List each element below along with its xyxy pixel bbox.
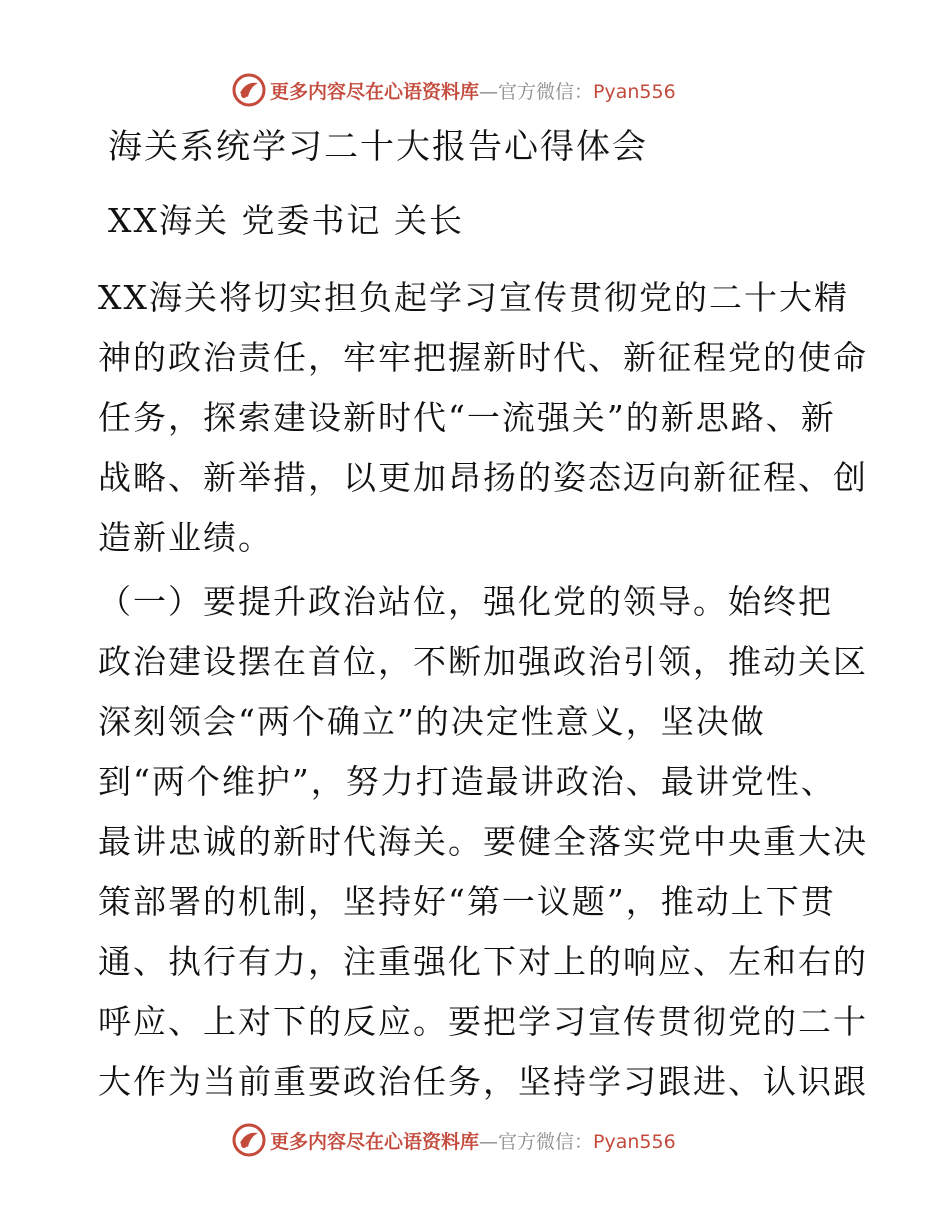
banner-main-text: 更多内容尽在心语资料库 [270, 1130, 480, 1153]
paragraph-line: 神的政治责任，牢牢把握新时代、新征程党的使命 [98, 338, 868, 377]
paragraph-line: XX海关将切实担负起学习宣传贯彻党的二十大精 [98, 278, 849, 317]
red-swirl-logo-icon [232, 1123, 266, 1157]
document-author: XX海关 党委书记 关长 [108, 201, 464, 240]
paragraph-line: 最讲忠诚的新时代海关。要健全落实党中央重大决 [98, 822, 868, 861]
paragraph-section-one [98, 572, 868, 1112]
banner-wechat-id: Pyan556 [593, 1130, 676, 1153]
document-title: 海关系统学习二十大报告心得体会 [108, 127, 648, 167]
paragraph-line: 到“两个维护”，努力打造最讲政治、最讲党性、 [98, 762, 836, 801]
paragraph-line: （一）要提升政治站位，强化党的领导。始终把 [98, 582, 833, 621]
paragraph-intro [98, 268, 868, 568]
paragraph-line: 大作为当前重要政治任务，坚持学习跟进、认识跟 [98, 1062, 868, 1101]
banner-text [270, 1127, 676, 1154]
paragraph-line: 深刻领会“两个确立”的决定性意义，坚决做 [98, 702, 766, 741]
banner-wechat-id: Pyan556 [593, 80, 676, 103]
paragraph-line: 呼应、上对下的反应。要把学习宣传贯彻党的二十 [98, 1002, 868, 1041]
banner-separator: — [479, 80, 499, 103]
paragraph-line: 政治建设摆在首位，不断加强政治引领，推动关区 [98, 642, 868, 681]
banner-wechat-label: 官方微信： [498, 80, 594, 103]
paragraph-line: 通、执行有力，注重强化下对上的响应、左和右的 [98, 942, 868, 981]
header-banner [232, 72, 752, 108]
red-swirl-logo-icon [232, 73, 266, 107]
paragraph-line: 造新业绩。 [98, 518, 273, 557]
banner-text [270, 77, 676, 104]
banner-separator: — [479, 1130, 499, 1153]
paragraph-line: 战略、新举措，以更加昂扬的姿态迈向新征程、创 [98, 458, 868, 497]
footer-banner [232, 1122, 752, 1158]
banner-main-text: 更多内容尽在心语资料库 [270, 80, 480, 103]
paragraph-line: 策部署的机制，坚持好“第一议题”，推动上下贯 [98, 882, 836, 921]
paragraph-line: 任务，探索建设新时代“一流强关”的新思路、新 [98, 398, 836, 437]
banner-wechat-label: 官方微信： [498, 1130, 594, 1153]
